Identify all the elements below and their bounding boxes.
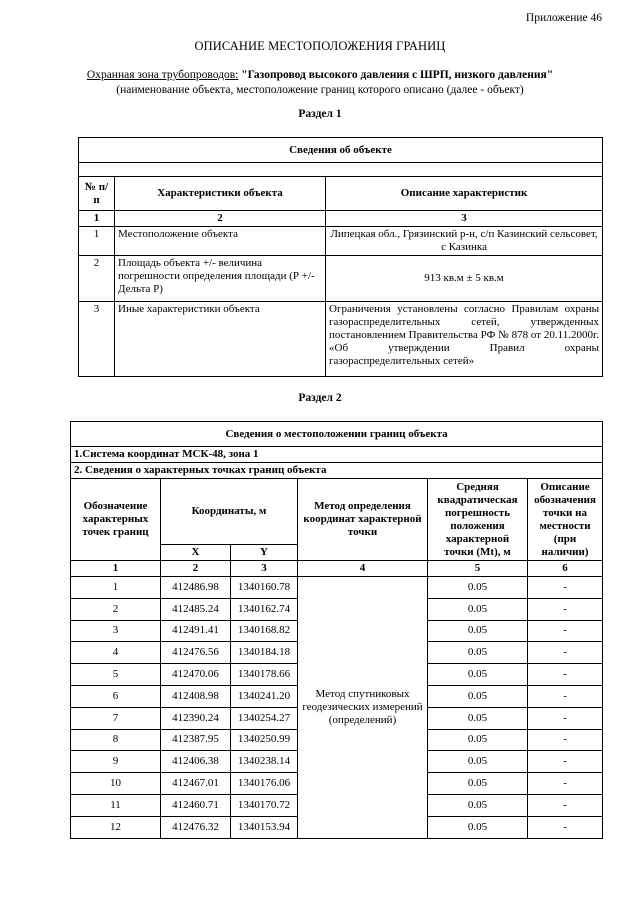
point-y: 1340250.99 xyxy=(231,729,298,751)
point-accuracy: 0.05 xyxy=(428,620,528,642)
boundary-table-title: Сведения о местоположении границ объекта xyxy=(71,422,603,447)
point-description: - xyxy=(528,577,603,599)
point-x: 412486.98 xyxy=(161,577,231,599)
object-row-name: Местоположение объекта xyxy=(115,227,326,256)
point-number: 2 xyxy=(71,598,161,620)
coordinate-system: 1.Система координат МСК-48, зона 1 xyxy=(71,447,603,463)
point-accuracy: 0.05 xyxy=(428,664,528,686)
point-description: - xyxy=(528,642,603,664)
point-accuracy: 0.05 xyxy=(428,598,528,620)
point-description: - xyxy=(528,751,603,773)
point-x: 412491.41 xyxy=(161,620,231,642)
object-row-name: Площадь объекта +/- величина погрешности определения площади (Р +/- Дельта Р) xyxy=(115,256,326,302)
point-description: - xyxy=(528,598,603,620)
section-2-title: Раздел 2 xyxy=(298,392,342,404)
object-row-num: 2 xyxy=(79,256,115,302)
point-x: 412406.38 xyxy=(161,751,231,773)
header-accuracy: Средняя квадратическая погрешность положения характерной точки (Mt), м xyxy=(428,479,528,561)
point-accuracy: 0.05 xyxy=(428,642,528,664)
point-y: 1340254.27 xyxy=(231,707,298,729)
object-info-table-title: Сведения об объекте xyxy=(79,138,603,163)
point-y: 1340184.18 xyxy=(231,642,298,664)
point-accuracy: 0.05 xyxy=(428,773,528,795)
col-number-2: 2 xyxy=(161,561,231,577)
object-info-spacer-row xyxy=(79,163,603,177)
point-description: - xyxy=(528,794,603,816)
col-number-1: 1 xyxy=(71,561,161,577)
point-y: 1340238.14 xyxy=(231,751,298,773)
col-number-3: 3 xyxy=(326,211,603,227)
point-y: 1340153.94 xyxy=(231,816,298,838)
object-name: "Газопровод высокого давления с ШРП, низкого давления" xyxy=(238,69,554,81)
document-title: ОПИСАНИЕ МЕСТОПОЛОЖЕНИЯ ГРАНИЦ xyxy=(194,39,446,53)
point-number: 11 xyxy=(71,794,161,816)
point-accuracy: 0.05 xyxy=(428,751,528,773)
header-x: X xyxy=(161,545,231,561)
point-accuracy: 0.05 xyxy=(428,685,528,707)
point-x: 412390.24 xyxy=(161,707,231,729)
point-method: Метод спутниковых геодезических измерений (определений) xyxy=(298,577,428,839)
object-subject xyxy=(0,68,640,98)
object-row-value: 913 кв.м ± 5 кв.м xyxy=(326,256,603,302)
point-y: 1340160.78 xyxy=(231,577,298,599)
point-number: 10 xyxy=(71,773,161,795)
header-point-description: Описание обозначения точки на местности (при наличии) xyxy=(528,479,603,561)
point-number: 12 xyxy=(71,816,161,838)
header-y: Y xyxy=(231,545,298,561)
header-description: Описание характеристик xyxy=(326,177,603,211)
appendix-label: Приложение 46 xyxy=(525,12,602,24)
header-num: № п/п xyxy=(79,177,115,211)
point-number: 7 xyxy=(71,707,161,729)
point-number: 4 xyxy=(71,642,161,664)
object-info-table xyxy=(78,137,603,377)
point-y: 1340176.06 xyxy=(231,773,298,795)
object-row-num: 3 xyxy=(79,302,115,377)
col-number-3: 3 xyxy=(231,561,298,577)
point-x: 412485.24 xyxy=(161,598,231,620)
header-method: Метод определения координат характерной точки xyxy=(298,479,428,561)
header-characteristic: Характеристики объекта xyxy=(115,177,326,211)
object-type-label: Охранная зона трубопроводов: xyxy=(86,69,239,81)
point-number: 6 xyxy=(71,685,161,707)
section-1-title: Раздел 1 xyxy=(298,108,342,120)
point-accuracy: 0.05 xyxy=(428,816,528,838)
point-y: 1340170.72 xyxy=(231,794,298,816)
point-description: - xyxy=(528,816,603,838)
point-description: - xyxy=(528,664,603,686)
point-description: - xyxy=(528,773,603,795)
point-accuracy: 0.05 xyxy=(428,794,528,816)
col-number-1: 1 xyxy=(79,211,115,227)
header-coordinates: Координаты, м xyxy=(161,479,298,545)
point-x: 412387.95 xyxy=(161,729,231,751)
object-row-num: 1 xyxy=(79,227,115,256)
point-description: - xyxy=(528,707,603,729)
table-row xyxy=(71,577,603,599)
point-y: 1340162.74 xyxy=(231,598,298,620)
point-x: 412467.01 xyxy=(161,773,231,795)
points-section-title: 2. Сведения о характерных точках границ объекта xyxy=(71,463,603,479)
point-x: 412460.71 xyxy=(161,794,231,816)
col-number-6: 6 xyxy=(528,561,603,577)
point-x: 412476.56 xyxy=(161,642,231,664)
col-number-2: 2 xyxy=(115,211,326,227)
col-number-4: 4 xyxy=(298,561,428,577)
point-accuracy: 0.05 xyxy=(428,707,528,729)
point-number: 8 xyxy=(71,729,161,751)
point-number: 5 xyxy=(71,664,161,686)
point-accuracy: 0.05 xyxy=(428,729,528,751)
point-y: 1340178.66 xyxy=(231,664,298,686)
point-y: 1340241.20 xyxy=(231,685,298,707)
header-point-designation: Обозначение характерных точек границ xyxy=(71,479,161,561)
point-accuracy: 0.05 xyxy=(428,577,528,599)
col-number-5: 5 xyxy=(428,561,528,577)
object-row-value: Ограничения установлены согласно Правилам охраны газораспределительных сетей, утвержденных постановлением Правительства РФ № 878 от 20.11.2000г. «Об утверждении Правил охраны газораспределительных сетей» xyxy=(326,302,603,377)
point-x: 412476.32 xyxy=(161,816,231,838)
object-name-line xyxy=(0,68,640,83)
point-y: 1340168.82 xyxy=(231,620,298,642)
point-number: 3 xyxy=(71,620,161,642)
point-description: - xyxy=(528,685,603,707)
point-number: 9 xyxy=(71,751,161,773)
point-description: - xyxy=(528,729,603,751)
point-number: 1 xyxy=(71,577,161,599)
boundary-points-table xyxy=(70,421,603,839)
object-name-note: (наименование объекта, местоположение границ которого описано (далее - объект) xyxy=(116,84,524,96)
object-row-name: Иные характеристики объекта xyxy=(115,302,326,377)
point-description: - xyxy=(528,620,603,642)
point-x: 412408.98 xyxy=(161,685,231,707)
point-x: 412470.06 xyxy=(161,664,231,686)
object-row-value: Липецкая обл., Грязинский р-н, с/п Казинский сельсовет, с Казинка xyxy=(326,227,603,256)
